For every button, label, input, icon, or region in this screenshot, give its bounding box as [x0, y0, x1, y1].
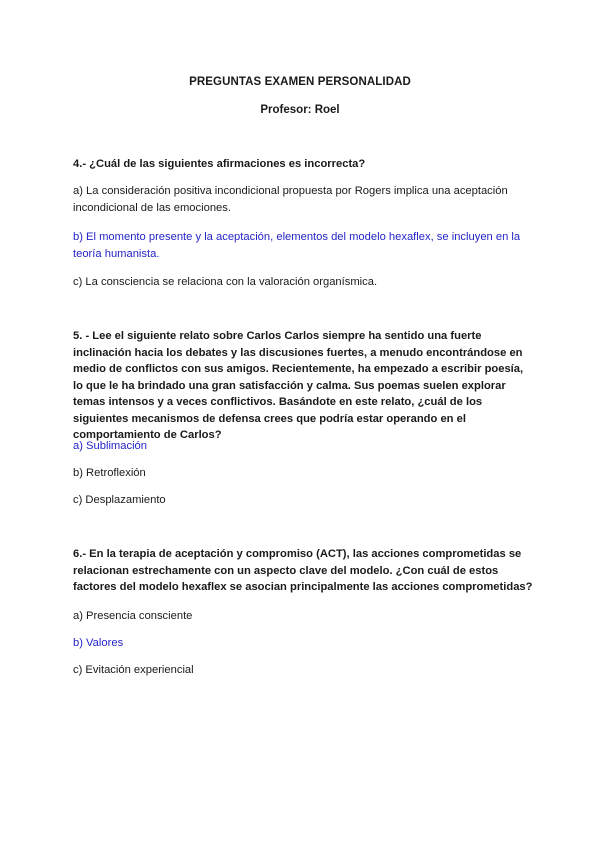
question-5: 5. - Lee el siguiente relato sobre Carlos Carlos siempre ha sentido una fuerte inclinación hacia los debates y las discusiones fuertes, a menudo encontrándose en medio de conflictos con sus amigos. Recientemente, ha empezado a escribir poesía, lo que le ha brindado una gran satisfacción y calma. Sus poemas suelen explorar temas intensos y a veces conflictivos. Basándote en este relato, ¿cuál de los siguientes mecanismos de defensa crees que podría estar operando en el comportamiento de Carlos?	[73, 330, 524, 441]
question-6-option-a: a) Presencia consciente	[73, 610, 193, 622]
document-subtitle: Profesor: Roel	[260, 104, 340, 116]
question-6-option-c: c) Evitación experiencial	[73, 664, 194, 676]
question-5-option-b: b) Retroflexión	[73, 467, 146, 479]
question-4-option-a: a) La consideración positiva incondicional propuesta por Rogers implica una aceptación incondicional de las emociones.	[73, 185, 508, 214]
question-5-option-c: c) Desplazamiento	[73, 494, 166, 506]
question-4: 4.- ¿Cuál de las siguientes afirmaciones es incorrecta?	[73, 158, 366, 170]
question-5-option-a: a) Sublimación	[73, 440, 147, 452]
question-4-option-c: c) La consciencia se relaciona con la valoración organísmica.	[73, 276, 378, 288]
question-6-option-b: b) Valores	[73, 637, 124, 649]
document-title: PREGUNTAS EXAMEN PERSONALIDAD	[189, 76, 411, 88]
question-4-option-b: b) El momento presente y la aceptación, elementos del modelo hexaflex, se incluyen en la teoría humanista.	[73, 231, 521, 260]
question-6: 6.- En la terapia de aceptación y compromiso (ACT), las acciones comprometidas se relacionan estrechamente con un aspecto clave del modelo. ¿Con cuál de estos factores del modelo hexaflex se asocian principalmente las acciones comprometidas?	[73, 548, 533, 593]
